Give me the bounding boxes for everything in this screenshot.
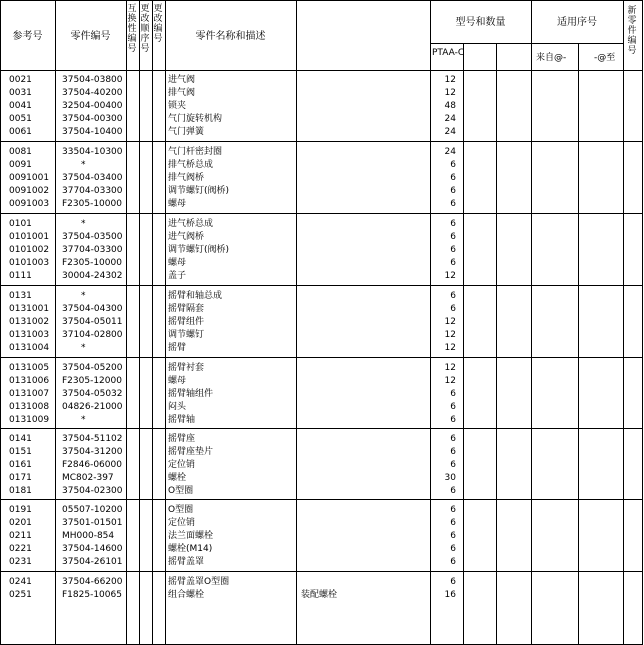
quantity-cell: 6	[450, 505, 456, 515]
part-name-cell: 调节螺钉(阀桥)	[168, 244, 230, 255]
part-name-cell: 盖子	[168, 270, 187, 281]
quantity-cell: 6	[450, 485, 456, 496]
quantity-cell: 30	[444, 472, 456, 483]
quantity-cell: 12	[444, 270, 456, 281]
part-no-cell: 37504-05032	[62, 388, 123, 399]
part-name-cell: 摇臂盖罩	[168, 556, 205, 567]
part-no-cell: MC802-397	[62, 472, 114, 483]
part-no-cell: 37504-66200	[62, 577, 123, 587]
quantity-cell: 6	[450, 577, 456, 587]
ref-no-cell: 0101003	[9, 257, 50, 268]
table-border-left	[0, 0, 1, 645]
ref-no-cell: 0091003	[9, 198, 50, 209]
quantity-cell: 12	[444, 363, 456, 373]
part-name-cell: 摇臂衬套	[168, 363, 205, 373]
part-name-cell: 进气阀桥	[168, 231, 205, 242]
col-divider	[152, 0, 153, 645]
part-name-cell: 闷头	[168, 401, 187, 412]
quantity-cell: 6	[450, 172, 456, 183]
ref-no-cell: 0061	[9, 126, 32, 137]
row-group-divider	[0, 499, 643, 500]
quantity-cell: 6	[450, 414, 456, 425]
ref-no-cell: 0131009	[9, 414, 50, 425]
header-change-order: 更 改 顺 序 号	[140, 4, 150, 54]
part-no-cell: 37504-03400	[62, 172, 123, 183]
part-name-cell: O型圈	[168, 485, 194, 496]
header-change-no: 更 改 编 号	[153, 4, 163, 44]
quantity-cell: 6	[450, 231, 456, 242]
part-no-cell: *	[81, 342, 86, 353]
part-name-cell: 摇臂座	[168, 434, 196, 444]
header-divider	[430, 43, 623, 44]
part-no-cell: 04826-21000	[62, 401, 123, 412]
part-no-cell: 37504-26101	[62, 556, 123, 567]
part-no-cell: 37504-40200	[62, 87, 123, 98]
part-name-cell: 摇臂和轴总成	[168, 291, 223, 301]
ref-no-cell: 0081	[9, 147, 32, 157]
quantity-cell: 12	[444, 375, 456, 386]
part-name-cell: 法兰面螺栓	[168, 530, 214, 541]
part-name-cell: 摇臂隔套	[168, 303, 205, 314]
part-name-cell: 螺母	[168, 198, 187, 209]
part-no-cell: F2305-10000	[62, 198, 122, 209]
part-name-cell: 摇臂	[168, 342, 187, 353]
row-group-divider	[0, 285, 643, 286]
quantity-cell: 48	[444, 100, 456, 111]
part-no-cell: *	[81, 159, 86, 170]
part-no-cell: 30004-24302	[62, 270, 123, 281]
part-name-cell: 排气阀	[168, 87, 196, 98]
quantity-cell: 6	[450, 159, 456, 170]
part-name-cell: 螺栓(M14)	[168, 543, 213, 554]
part-no-cell: F2846-06000	[62, 459, 122, 470]
part-no-cell: 37504-03500	[62, 231, 123, 242]
ref-no-cell: 0131008	[9, 401, 50, 412]
quantity-cell: 6	[450, 219, 456, 229]
part-name-cell: 摇臂轴组件	[168, 388, 214, 399]
quantity-cell: 6	[450, 459, 456, 470]
part-name-cell: 定位销	[168, 459, 196, 470]
col-divider	[623, 0, 624, 645]
col-divider	[463, 43, 464, 645]
ref-no-cell: 0231	[9, 556, 32, 567]
part-name-cell: 螺母	[168, 257, 187, 268]
part-no-cell: 05507-10200	[62, 505, 123, 515]
ref-no-cell: 0091001	[9, 172, 50, 183]
part-name-cell: 组合螺栓	[168, 589, 205, 600]
ref-no-cell: 0091	[9, 159, 32, 170]
ref-no-cell: 0161	[9, 459, 32, 470]
quantity-cell: 6	[450, 388, 456, 399]
header-model-qty: 型号和数量	[455, 17, 506, 28]
ref-no-cell: 0131003	[9, 329, 50, 340]
part-name-cell: 摇臂盖罩O型圈	[168, 577, 230, 587]
quantity-cell: 12	[444, 87, 456, 98]
quantity-cell: 6	[450, 543, 456, 554]
ref-no-cell: 0191	[9, 505, 32, 515]
ref-no-cell: 0131002	[9, 316, 50, 327]
header-from: 来自@-	[536, 53, 567, 63]
part-name-cell: 摇臂组件	[168, 316, 205, 327]
ref-no-cell: 0131001	[9, 303, 50, 314]
row-group-divider	[0, 141, 643, 142]
col-divider	[165, 0, 166, 645]
ref-no-cell: 0221	[9, 543, 32, 554]
header-model-code: PTAA-C	[432, 48, 465, 58]
ref-no-cell: 0101002	[9, 244, 50, 255]
quantity-cell: 12	[444, 316, 456, 327]
part-no-cell: 37504-04300	[62, 303, 123, 314]
part-name-cell: 摇臂座垫片	[168, 446, 214, 457]
part-no-cell: 33504-10300	[62, 147, 123, 157]
ref-no-cell: 0021	[9, 75, 32, 85]
header-to: -@至	[594, 53, 616, 63]
part-name-cell: 排气桥总成	[168, 159, 214, 170]
part-name-cell: 排气阀桥	[168, 172, 205, 183]
description-cell: 装配螺栓	[301, 589, 338, 600]
col-divider	[126, 0, 127, 645]
part-no-cell: 37504-05011	[62, 316, 123, 327]
header-applicable-seq: 适用序号	[557, 17, 597, 28]
ref-no-cell: 0131	[9, 291, 32, 301]
quantity-cell: 24	[444, 147, 456, 157]
part-no-cell: F2305-10000	[62, 257, 122, 268]
ref-no-cell: 0131004	[9, 342, 50, 353]
col-divider	[496, 43, 497, 645]
part-no-cell: MH000-854	[62, 530, 115, 541]
part-no-cell: 37504-51102	[62, 434, 123, 444]
part-no-cell: 37504-31200	[62, 446, 123, 457]
part-no-cell: 37504-14600	[62, 543, 123, 554]
part-no-cell: 37504-02300	[62, 485, 123, 496]
row-group-divider	[0, 357, 643, 358]
quantity-cell: 24	[444, 113, 456, 124]
ref-no-cell: 0041	[9, 100, 32, 111]
quantity-cell: 6	[450, 291, 456, 301]
ref-no-cell: 0211	[9, 530, 32, 541]
quantity-cell: 6	[450, 303, 456, 314]
part-name-cell: 螺母	[168, 375, 187, 386]
row-group-divider	[0, 428, 643, 429]
row-group-divider	[0, 213, 643, 214]
table-border-right	[642, 0, 643, 645]
col-divider	[296, 0, 297, 645]
header-bottom-line	[0, 70, 643, 71]
header-part-no: 零件编号	[70, 31, 111, 42]
part-no-cell: 32504-00400	[62, 100, 123, 111]
table-border-top	[0, 0, 643, 1]
quantity-cell: 6	[450, 185, 456, 196]
part-no-cell: 37504-05200	[62, 363, 123, 373]
part-no-cell: F1825-10065	[62, 589, 122, 600]
header-interchange: 互 换 性 编 号	[127, 4, 137, 54]
quantity-cell: 12	[444, 329, 456, 340]
part-name-cell: O型圈	[168, 505, 194, 515]
part-no-cell: 37104-02800	[62, 329, 123, 340]
quantity-cell: 6	[450, 517, 456, 528]
ref-no-cell: 0131006	[9, 375, 50, 386]
part-name-cell: 调节螺钉(阀桥)	[168, 185, 230, 196]
part-no-cell: *	[81, 291, 86, 301]
ref-no-cell: 0141	[9, 434, 32, 444]
ref-no-cell: 0201	[9, 517, 32, 528]
part-name-cell: 锁夹	[168, 100, 187, 111]
col-divider	[139, 0, 140, 645]
ref-no-cell: 0031	[9, 87, 32, 98]
col-divider	[55, 0, 56, 645]
quantity-cell: 6	[450, 434, 456, 444]
ref-no-cell: 0131005	[9, 363, 50, 373]
quantity-cell: 6	[450, 530, 456, 541]
part-no-cell: *	[81, 219, 86, 229]
part-no-cell: 37504-00300	[62, 113, 123, 124]
ref-no-cell: 0131007	[9, 388, 50, 399]
part-name-cell: 定位销	[168, 517, 196, 528]
quantity-cell: 6	[450, 556, 456, 567]
part-no-cell: 37704-03300	[62, 185, 123, 196]
ref-no-cell: 0181	[9, 485, 32, 496]
quantity-cell: 6	[450, 198, 456, 209]
quantity-cell: 6	[450, 401, 456, 412]
ref-no-cell: 0051	[9, 113, 32, 124]
quantity-cell: 6	[450, 257, 456, 268]
header-ref-no: 参考号	[12, 31, 43, 42]
part-name-cell: 螺栓	[168, 472, 187, 483]
part-no-cell: 37501-01501	[62, 517, 123, 528]
part-name-cell: 进气阀	[168, 75, 196, 85]
part-name-cell: 气门弹簧	[168, 126, 205, 137]
part-name-cell: 气门旋转机构	[168, 113, 223, 124]
ref-no-cell: 0091002	[9, 185, 50, 196]
ref-no-cell: 0241	[9, 577, 32, 587]
part-no-cell: 37704-03300	[62, 244, 123, 255]
col-divider	[578, 43, 579, 645]
quantity-cell: 6	[450, 244, 456, 255]
ref-no-cell: 0251	[9, 589, 32, 600]
part-no-cell: *	[81, 414, 86, 425]
ref-no-cell: 0101001	[9, 231, 50, 242]
part-no-cell: F2305-12000	[62, 375, 122, 386]
header-new-part-no: 新 零 件 编 号	[627, 6, 637, 56]
part-name-cell: 调节螺钉	[168, 329, 205, 340]
part-no-cell: 37504-10400	[62, 126, 123, 137]
part-name-cell: 气门杆密封圈	[168, 147, 223, 157]
row-group-divider	[0, 571, 643, 572]
quantity-cell: 24	[444, 126, 456, 137]
part-no-cell: 37504-03800	[62, 75, 123, 85]
ref-no-cell: 0111	[9, 270, 32, 281]
quantity-cell: 12	[444, 342, 456, 353]
quantity-cell: 6	[450, 446, 456, 457]
quantity-cell: 16	[444, 589, 456, 600]
ref-no-cell: 0171	[9, 472, 32, 483]
header-name-desc: 零件名称和描述	[195, 31, 266, 42]
ref-no-cell: 0101	[9, 219, 32, 229]
part-name-cell: 摇臂轴	[168, 414, 196, 425]
part-name-cell: 进气桥总成	[168, 219, 214, 229]
quantity-cell: 12	[444, 75, 456, 85]
col-divider	[531, 0, 532, 645]
ref-no-cell: 0151	[9, 446, 32, 457]
